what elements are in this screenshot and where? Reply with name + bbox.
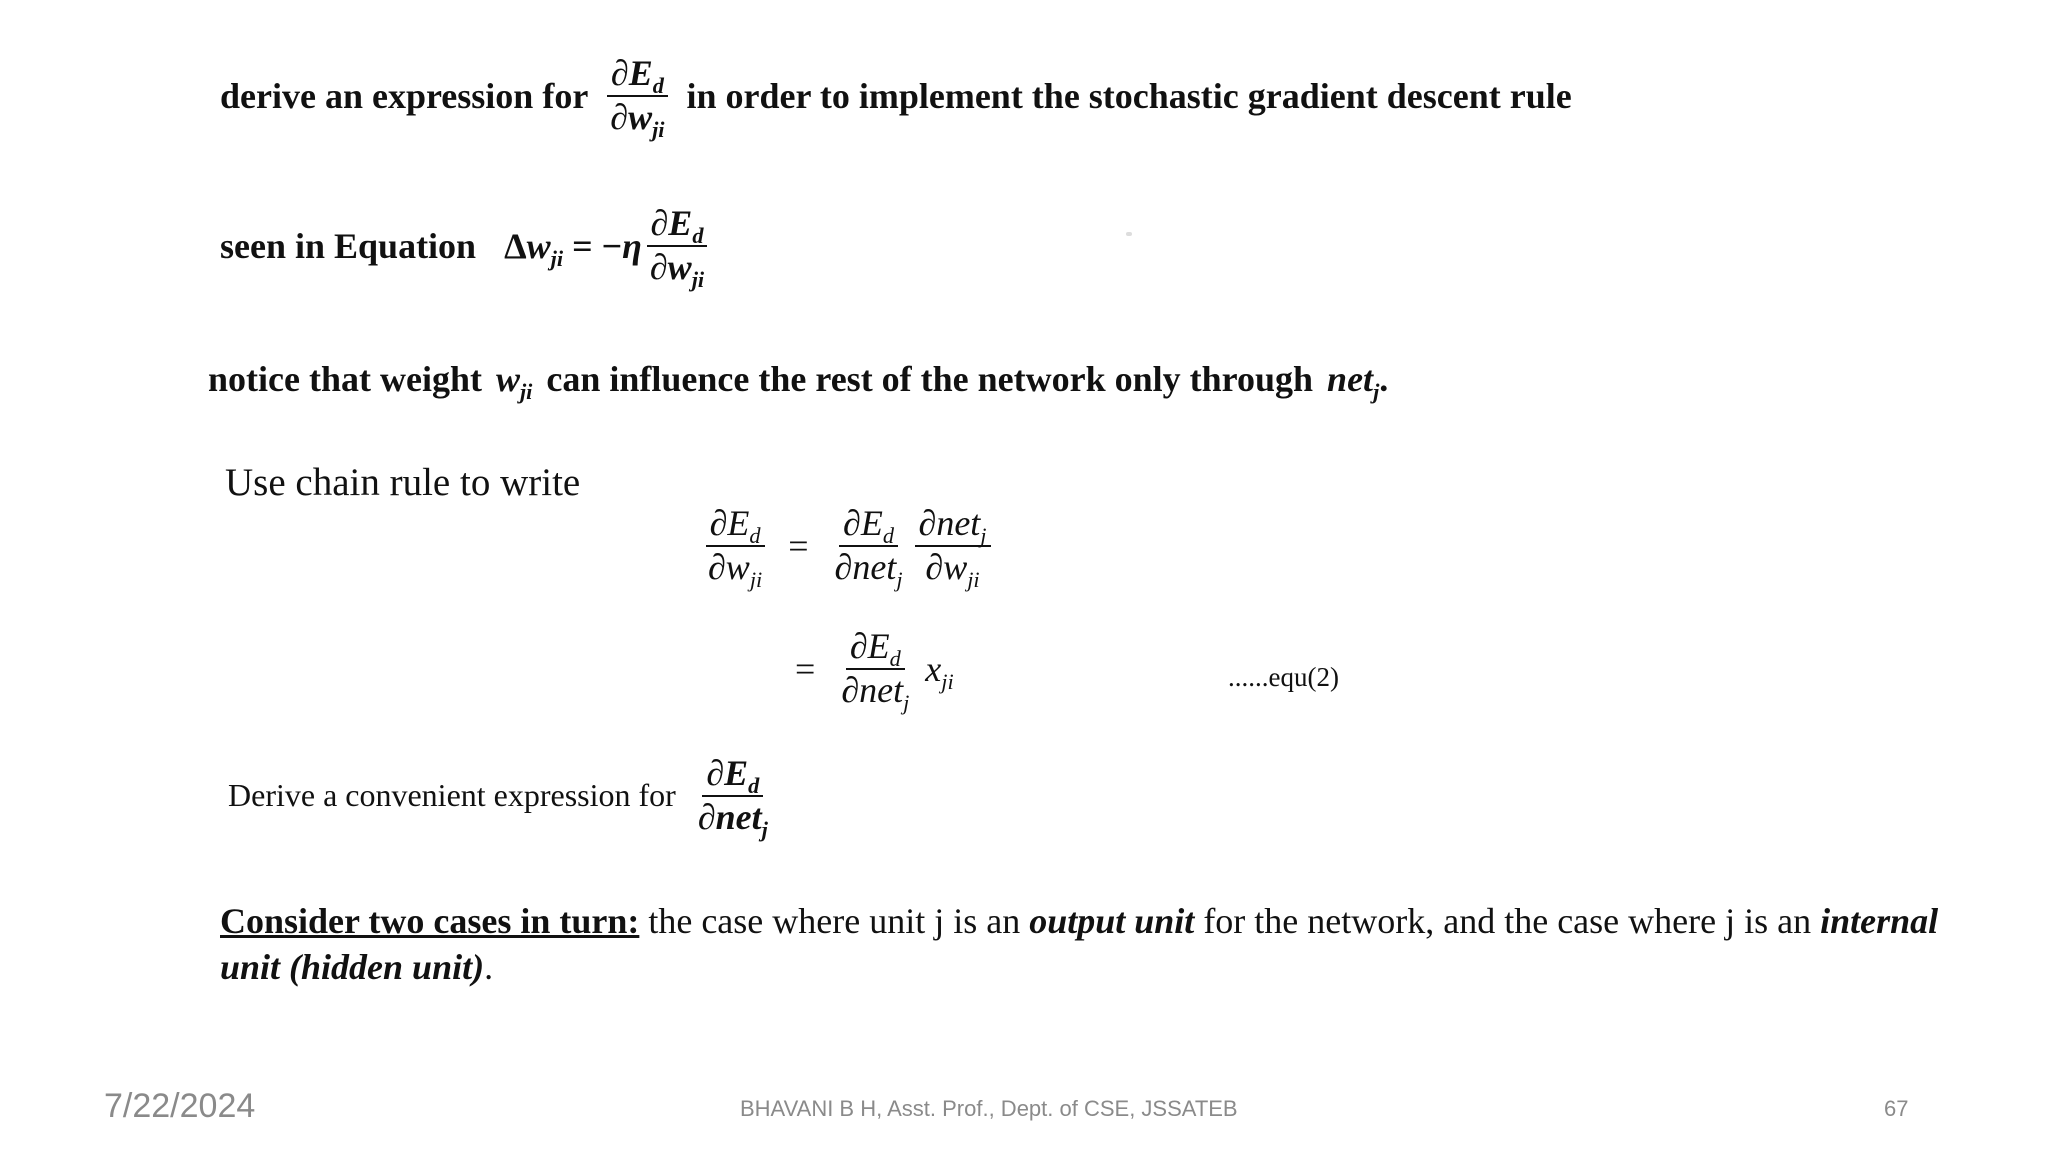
intro-line bbox=[220, 53, 1572, 142]
footer-date: 7/22/2024 bbox=[104, 1087, 256, 1125]
equation-reference-text: seen in Equation bbox=[220, 225, 477, 266]
delta-w-equation: $\Delta w_{ji} = -\eta$ bbox=[504, 225, 642, 271]
equation-label: ......equ(2) bbox=[1228, 662, 1339, 692]
page-number: 67 bbox=[1884, 1096, 1909, 1121]
chain-rule-equation-1: $\frac{\partial E_d}{\partial w_{ji}}$ = $\frac{\partial E_d}{\partial net_j}$ $\frac{\partial net_j}{\partial w_{ji}}$ bbox=[700, 505, 995, 587]
fraction-dEd-dwji-2: $\frac{\partial E_d}{\partial w_{ji}}$ bbox=[646, 205, 708, 287]
chain-rule-equation-2: = $\frac{\partial E_d}{\partial net_j}$ $x_{ji}$ bbox=[795, 626, 954, 715]
notice-line bbox=[208, 358, 1389, 404]
hidden-unit-emphasis: internal unit (hidden unit) bbox=[220, 901, 1939, 987]
decorative-dot bbox=[1126, 232, 1132, 236]
cases-paragraph bbox=[220, 898, 1960, 990]
cases-text-2: for the network, and the case where j is an bbox=[1194, 901, 1821, 941]
fraction-dEd-dnetj: $\frac{\partial E_d}{\partial net_j}$ bbox=[697, 753, 768, 842]
equation-reference-line bbox=[220, 203, 712, 292]
derive-line bbox=[228, 753, 776, 842]
symbol-netj: net$_j$ bbox=[1327, 359, 1380, 404]
cases-text-1: the case where unit j is an bbox=[639, 901, 1030, 941]
chain-rule-text: Use chain rule to write bbox=[225, 461, 581, 504]
output-unit-emphasis: output unit bbox=[1029, 901, 1195, 941]
cases-text-3: . bbox=[484, 947, 494, 987]
footer-author: BHAVANI B H, Asst. Prof., Dept. of CSE, JSSATEB bbox=[740, 1096, 1238, 1121]
derive-text: Derive a convenient expression for bbox=[228, 777, 676, 814]
notice-text-before: notice that weight bbox=[208, 359, 482, 399]
notice-text-middle: can influence the rest of the network only through bbox=[546, 359, 1314, 399]
chain-rule-heading bbox=[225, 460, 580, 505]
intro-text-after: in order to implement the stochastic gradient descent rule bbox=[686, 75, 1572, 116]
fraction-dEd-dwji: $\frac{\partial E_d}{\partial w_{ji}}$ bbox=[606, 55, 668, 137]
cases-heading: Consider two cases in turn: bbox=[220, 901, 640, 941]
symbol-wji: $w_{ji}$ bbox=[495, 359, 533, 404]
intro-text-before: derive an expression for bbox=[220, 75, 589, 116]
notice-text-end: . bbox=[1379, 359, 1389, 399]
